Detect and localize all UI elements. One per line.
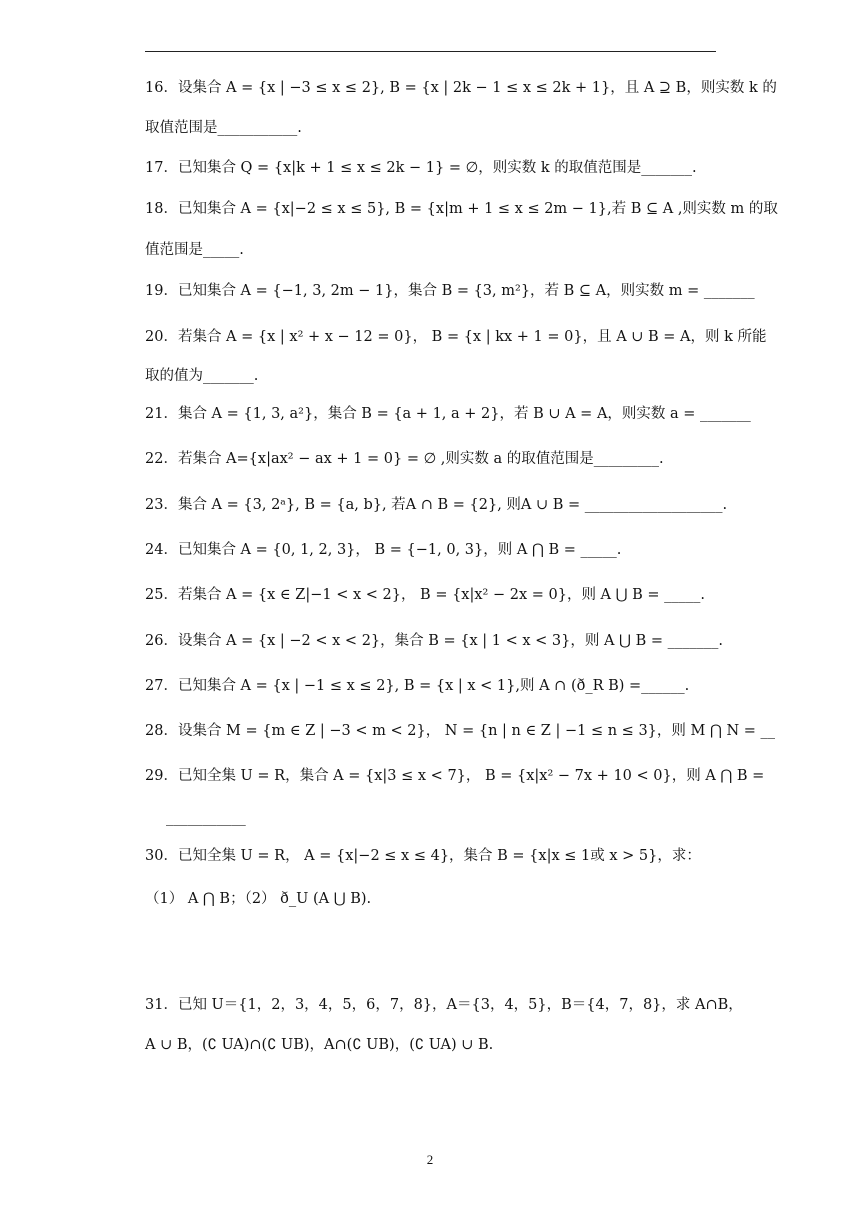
problem-20-line-1: 20．若集合 A = {x | x² + x − 12 = 0}， B = {x | kx + 1 = 0}，且 A ∪ B = A，则 k 所能 <box>145 329 767 345</box>
problem-20-line-2: 取的值为_______. <box>145 368 259 384</box>
problem-25-line-1: 25．若集合 A = {x ∈ Z|−1 < x < 2}， B = {x|x² − 2x = 0}，则 A ⋃ B = _____. <box>145 587 706 603</box>
problem-21-line-1: 21．集合 A = {1, 3, a²}，集合 B = {a + 1, a + 2}，若 B ∪ A = A，则实数 a = _______ <box>145 406 751 422</box>
problem-28-line-1: 28．设集合 M = {m ∈ Z | −3 < m < 2}， N = {n | n ∈ Z | −1 ≤ n ≤ 3}，则 M ⋂ N = __ <box>145 723 776 739</box>
problem-17-line-1: 17．已知集合 Q = {x|k + 1 ≤ x ≤ 2k − 1} = ∅，则实数 k 的取值范围是_______. <box>145 160 697 176</box>
problem-29-line-2: ___________ <box>166 810 246 826</box>
problem-16-line-2: 取值范围是___________. <box>145 120 302 136</box>
problem-24-line-1: 24．已知集合 A = {0, 1, 2, 3}， B = {−1, 0, 3}，则 A ⋂ B = _____. <box>145 542 622 558</box>
header-rule <box>145 51 716 52</box>
problem-27-line-1: 27．已知集合 A = {x | −1 ≤ x ≤ 2}, B = {x | x < 1},则 A ∩ (ð_R B) =______. <box>145 678 690 694</box>
problem-31-line-2: A ∪ B，(∁ UA)∩(∁ UB)，A∩(∁ UB)，(∁ UA) ∪ B. <box>145 1037 494 1053</box>
problem-18-line-1: 18．已知集合 A = {x|−2 ≤ x ≤ 5}, B = {x|m + 1 ≤ x ≤ 2m − 1},若 B ⊆ A ,则实数 m 的取 <box>145 201 778 217</box>
problem-30-line-1: 30．已知全集 U = R， A = {x|−2 ≤ x ≤ 4}，集合 B = {x|x ≤ 1或 x > 5}，求： <box>145 848 701 864</box>
problem-23-line-1: 23．集合 A = {3, 2ᵃ}, B = {a, b}, 若A ∩ B = {2}, 则A ∪ B = ___________________. <box>145 497 728 513</box>
problem-19-line-1: 19．已知集合 A = {−1, 3, 2m − 1}，集合 B = {3, m²}，若 B ⊆ A，则实数 m = _______ <box>145 283 755 299</box>
problem-22-line-1: 22．若集合 A={x|ax² − ax + 1 = 0} = ∅ ,则实数 a 的取值范围是_________. <box>145 451 664 467</box>
problem-18-line-2: 值范围是_____. <box>145 242 244 258</box>
problem-26-line-1: 26．设集合 A = {x | −2 < x < 2}，集合 B = {x | 1 < x < 3}，则 A ⋃ B = _______. <box>145 633 723 649</box>
problem-29-line-1: 29．已知全集 U = R，集合 A = {x|3 ≤ x < 7}， B = {x|x² − 7x + 10 < 0}，则 A ⋂ B = <box>145 768 765 784</box>
page-number: 2 <box>426 1152 434 1167</box>
problem-30-line-2: （1） A ⋂ B；（2） ð_U (A ⋃ B). <box>145 891 372 907</box>
problem-16-line-1: 16．设集合 A = {x | −3 ≤ x ≤ 2}, B = {x | 2k − 1 ≤ x ≤ 2k + 1}，且 A ⊇ B，则实数 k 的 <box>145 80 777 96</box>
problem-31-line-1: 31．已知 U＝{1，2，3，4，5，6，7，8}，A＝{3，4，5}，B＝{4，7，8}，求 A∩B， <box>145 997 743 1013</box>
